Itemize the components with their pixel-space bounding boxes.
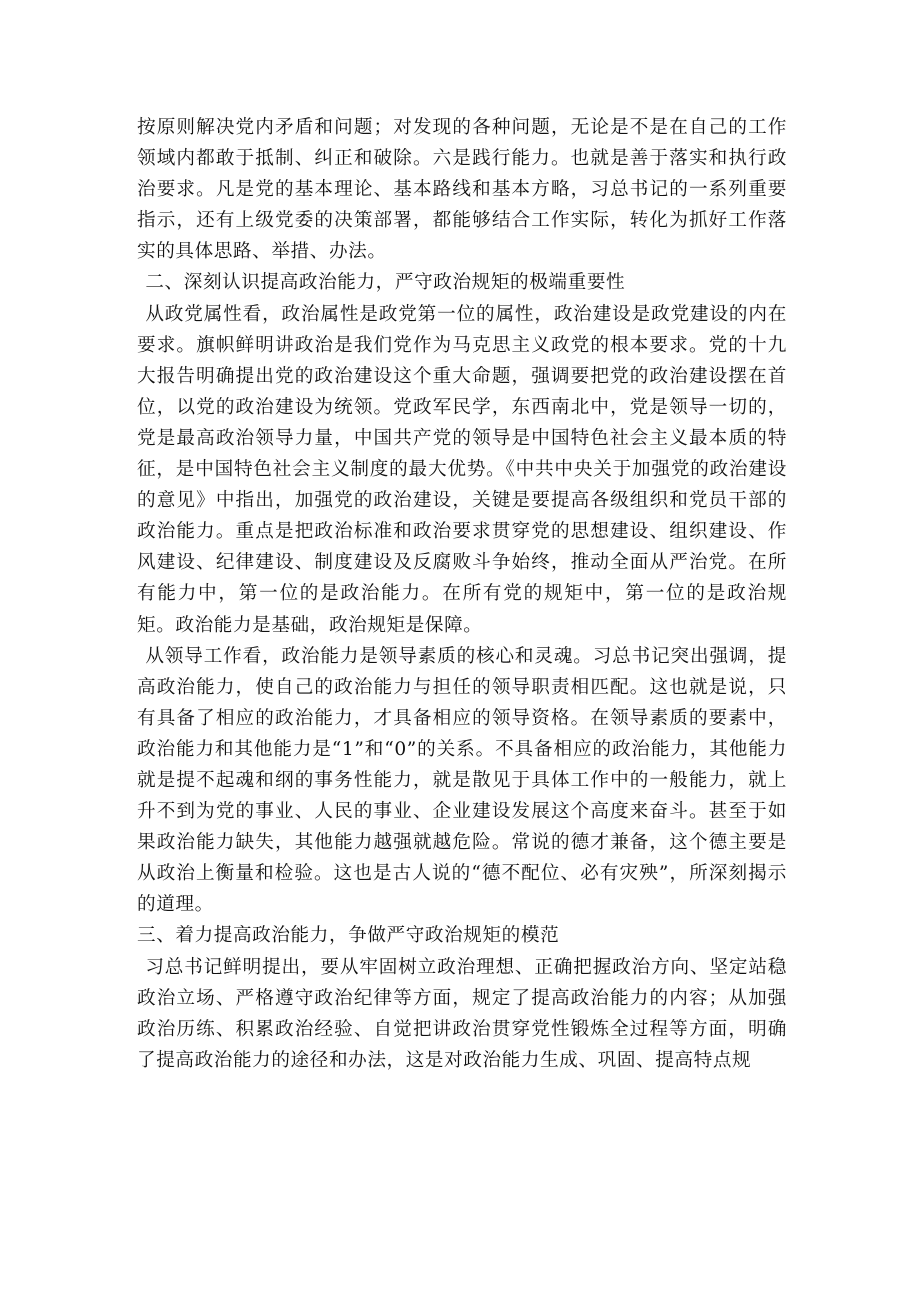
- document-page: [137, 112, 787, 1076]
- paragraph-practice-ability: 按原则解决党内矛盾和问题；对发现的各种问题，无论是不是在自己的工作领域内都敢于抵制、纠正和破除。六是践行能力。也就是善于落实和执行政治要求。凡是党的基本理论、基本路线和基本方略，习总书记的一系列重要指示，还有上级党委的决策部署，都能够结合工作实际，转化为抓好工作落实的具体思路、举措、办法。: [137, 117, 787, 263]
- paragraph-party-attribute: 从政党属性看，政治属性是政党第一位的属性，政治建设是政党建设的内在要求。旗帜鲜明讲政治是我们党作为马克思主义政党的根本要求。党的十九大报告明确提出党的政治建设这个重大命题，强调要把党的政治建设摆在首位，以党的政治建设为统领。党政军民学，东西南北中，党是领导一切的，党是最高政治领导力量，中国共产党的领导是中国特色社会主义最本质的特征，是中国特色社会主义制度的最大优势。《中共中央关于加强党的政治建设的意见》中指出，加强党的政治建设，关键是要提高各级组织和党员干部的政治能力。重点是把政治标准和政治要求贯穿党的思想建设、组织建设、作风建设、纪律建设、制度建设及反腐败斗争始终，推动全面从严治党。在所有能力中，第一位的是政治能力。在所有党的规矩中，第一位的是政治规矩。政治能力是基础，政治规矩是保障。: [137, 303, 787, 636]
- paragraph-leadership-work: 从领导工作看，政治能力是领导素质的核心和灵魂。习总书记突出强调，提高政治能力，使自己的政治能力与担任的领导职责相匹配。这也就是说，只有具备了相应的政治能力，才具备相应的领导资格。在领导素质的要素中，政治能力和其他能力是“1”和“0”的关系。不具备相应的政治能力，其他能力就是提不起魂和纲的事务性能力，就是散见于具体工作中的一般能力，就上升不到为党的事业、人民的事业、企业建设发展这个高度来奋斗。甚至于如果政治能力缺失，其他能力越强就越危险。常说的德才兼备，这个德主要是从政治上衡量和检验。这也是古人说的“德不配位、必有灾殃”，所深刻揭示的道理。: [137, 645, 787, 916]
- section-heading-two: 二、深刻认识提高政治能力，严守政治规矩的极端重要性: [145, 272, 626, 294]
- paragraph-improve-ability: 习总书记鲜明提出，要从牢固树立政治理想、正确把握政治方向、坚定站稳政治立场、严格遵守政治纪律等方面，规定了提高政治能力的内容；从加强政治历练、积累政治经验、自觉把讲政治贯穿党性锻炼全过程等方面，明确了提高政治能力的途径和办法，这是对政治能力生成、巩固、提高特点规: [137, 956, 787, 1071]
- section-heading-three: 三、着力提高政治能力，争做严守政治规矩的模范: [137, 925, 560, 947]
